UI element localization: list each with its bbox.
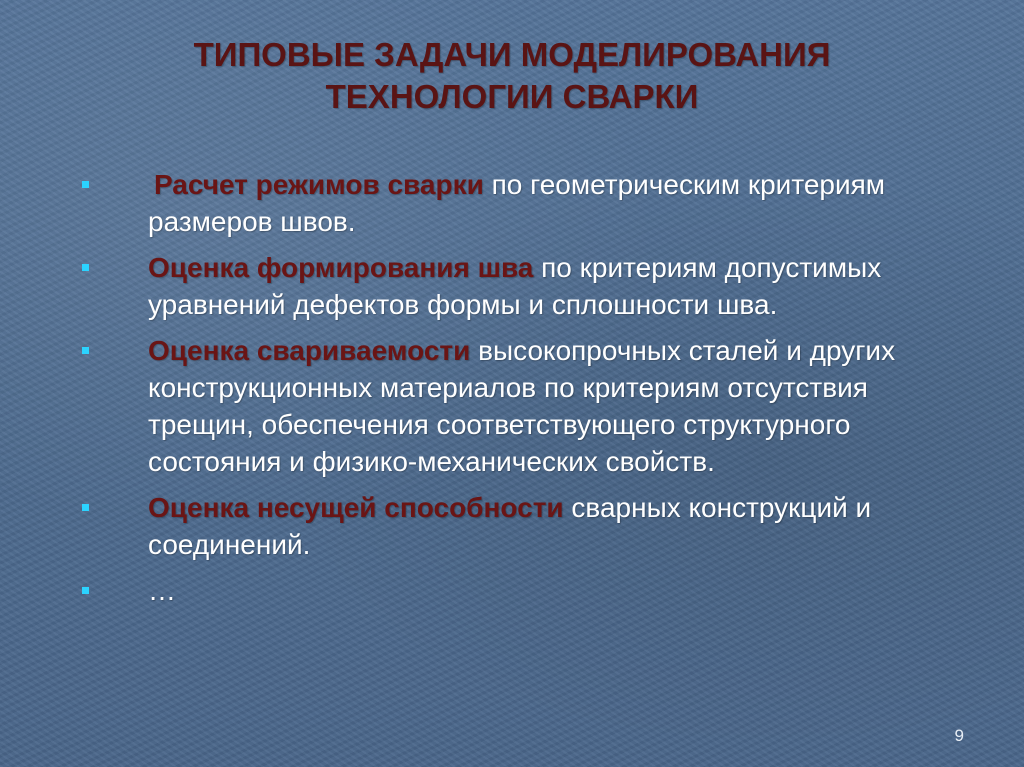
- square-bullet-icon: [82, 347, 89, 354]
- item-highlight: Оценка несущей способности: [148, 492, 564, 523]
- square-bullet-icon: [82, 181, 89, 188]
- list-item: [78, 332, 978, 480]
- item-text: …: [148, 575, 176, 606]
- page-number: 9: [954, 726, 964, 745]
- square-bullet-icon: [82, 264, 89, 271]
- item-text: сварных конструкций и соединений.: [148, 492, 872, 560]
- title-line-1: ТИПОВЫЕ ЗАДАЧИ МОДЕЛИРОВАНИЯ: [193, 36, 831, 73]
- slide-title: [0, 34, 1024, 118]
- item-text: высокопрочных сталей и других конструкционных материалов по критериям отсутствия трещин, обеспечения соответствующего структурного состояния и физико-механических свойств.: [148, 335, 896, 477]
- item-highlight: Оценка свариваемости: [148, 335, 471, 366]
- bullet-list: [78, 166, 978, 618]
- item-text: по геометрическим критериям размеров швов.: [148, 169, 886, 237]
- item-highlight: Оценка формирования шва: [148, 252, 534, 283]
- square-bullet-icon: [82, 504, 89, 511]
- square-bullet-icon: [82, 587, 89, 594]
- item-highlight: Расчет режимов сварки: [154, 169, 484, 200]
- list-item: [78, 249, 978, 323]
- item-text: по критериям допустимых уравнений дефектов формы и сплошности шва.: [148, 252, 882, 320]
- title-line-2: ТЕХНОЛОГИИ СВАРКИ: [325, 78, 699, 115]
- list-item: [78, 572, 978, 609]
- list-item: [78, 166, 978, 240]
- list-item: [78, 489, 978, 563]
